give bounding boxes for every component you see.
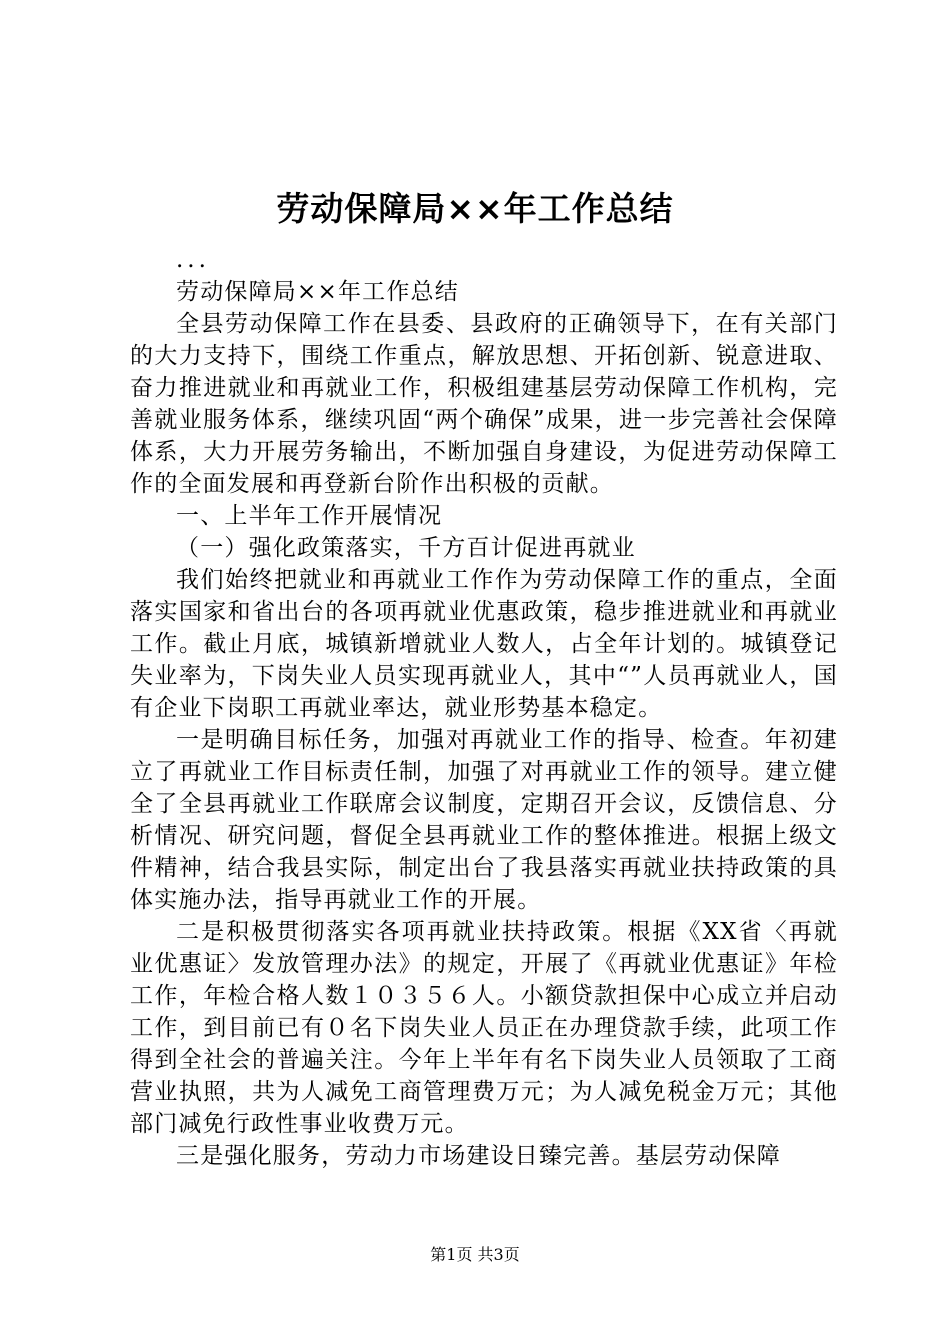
body-paragraph: 我们始终把就业和再就业工作作为劳动保障工作的重点，全面落实国家和省出台的各项再就业优惠政策，稳步推进就业和再就业工作。截止月底，城镇新增就业人数人，占全年计划的。城镇登记失业率为，下岗失业人员实现再就业人，其中“”人员再就业人，国有企业下岗职工再就业率达，就业形势基本稳定。 — [130, 567, 838, 721]
ellipsis-line: ... — [176, 247, 210, 273]
page-number-footer: 第1页 共3页 — [430, 1245, 520, 1264]
body-paragraph: 三是强化服务，劳动力市场建设日臻完善。基层劳动保障 — [176, 1143, 781, 1169]
subsection-heading: （一）强化政策落实，千方百计促进再就业 — [176, 535, 636, 561]
section-heading: 一、上半年工作开展情况 — [176, 503, 443, 529]
intro-paragraph: 全县劳动保障工作在县委、县政府的正确领导下，在有关部门的大力支持下，围绕工作重点，解放思想、开拓创新、锐意进取、奋力推进就业和再就业工作，积极组建基层劳动保障工作机构，完善就业服务体系，继续巩固“两个确保”成果，进一步完善社会保障体系，大力开展劳务输出，不断加强自身建设，为促进劳动保障工作的全面发展和再登新台阶作出积极的贡献。 — [130, 311, 838, 497]
subtitle-paragraph: 劳动保障局××年工作总结 — [176, 279, 459, 305]
body-paragraph: 一是明确目标任务，加强对再就业工作的指导、检查。年初建立了再就业工作目标责任制，加强了对再就业工作的领导。建立健全了全县再就业工作联席会议制度，定期召开会议，反馈信息、分析情况、研究问题，督促全县再就业工作的整体推进。根据上级文件精神，结合我县实际，制定出台了我县落实再就业扶持政策的具体实施办法，指导再就业工作的开展。 — [130, 727, 838, 913]
document-title: 劳动保障局××年工作总结 — [276, 189, 674, 228]
document-body — [130, 244, 838, 1172]
body-paragraph: 二是积极贯彻落实各项再就业扶持政策。根据《XX省〈再就业优惠证〉发放管理办法》的规定，开展了《再就业优惠证》年检工作，年检合格人数１０３５６人。小额贷款担保中心成立并启动工作，到目前已有０名下岗失业人员正在办理贷款手续，此项工作得到全社会的普遍关注。今年上半年有名下岗失业人员领取了工商营业执照，共为人减免工商管理费万元；为人减免税金万元；其他部门减免行政性事业收费万元。 — [130, 919, 838, 1137]
